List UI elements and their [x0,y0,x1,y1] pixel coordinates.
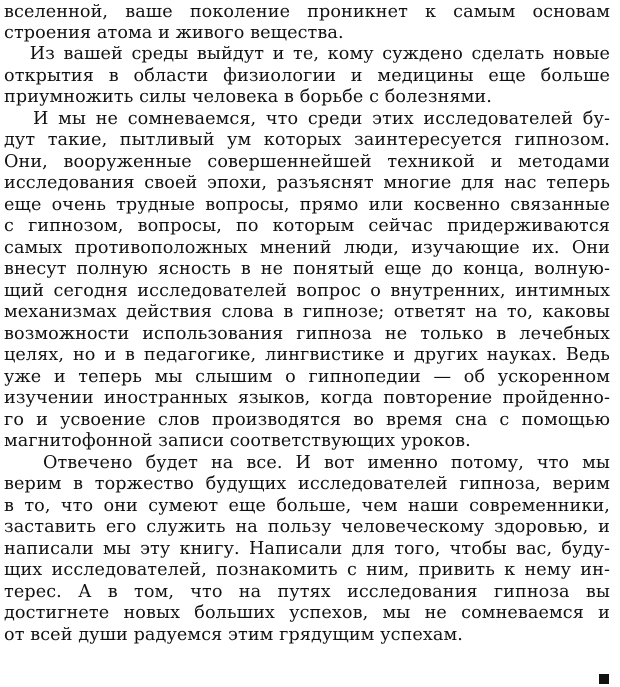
text-line: достигнете новых больших успехов, мы не сомневаемся и [4,603,610,623]
text-line: с гипнозом, вопросы, по которым сейчас придерживаются [4,216,610,236]
book-page [4,0,614,687]
text-line: целях, но и в педагогике, лингвистике и других науках. Ведь [4,345,610,365]
text-line: Они, вооруженные совершеннейшей техникой и методами [4,152,610,172]
text-line: заставить его служить на пользу человеческому здоровью, и [4,517,610,537]
text-line: самых противоположных мнений люди, изучающие их. Они [4,238,610,258]
end-of-text-square-icon [599,674,609,684]
text-line: Отвечено будет на все. И вот именно потому, что мы [4,453,610,473]
text-line: И мы не сомневаемся, что среди этих исследователей бу- [4,109,610,129]
text-line: терес. А в том, что на путях исследования гипноза вы [4,582,610,602]
text-line: магнитофонной записи соответствующих уроков. [4,431,471,451]
text-line: механизмах действия слова в гипнозе; ответят на то, каковы [4,302,610,322]
text-line: верим в торжество будущих исследователей гипноза, верим [4,474,610,494]
text-line: приумножить силы человека в борьбе с болезнями. [4,87,492,107]
text-line: от всей души радуемся этим грядущим успехам. [4,625,463,645]
text-line: написали мы эту книгу. Написали для того, чтобы вас, буду- [4,539,610,559]
text-line: исследования своей эпохи, разъяснят многие для нас теперь [4,173,610,193]
text-line: открытия в области физиологии и медицины еще больше [4,66,610,86]
text-line: строения атома и живого вещества. [4,23,344,43]
text-line: вселенной, ваше поколение проникнет к самым основам [4,2,610,22]
text-line: дут такие, пытливый ум которых заинтересуется гипнозом. [4,130,610,150]
text-line: в то, что они сумеют еще больше, чем наши современники, [4,496,610,516]
text-line: внесут полную ясность в не понятый еще до конца, волную- [4,259,610,279]
text-line: го и усвоение слов производятся во время сна с помощью [4,410,610,430]
text-line: Из вашей среды выйдут и те, кому суждено сделать новые [4,44,610,64]
text-line: изучении иностранных языков, когда повторение пройденно- [4,388,610,408]
text-line: щих исследователей, познакомить с ним, привить к нему ин- [4,560,610,580]
text-line: еще очень трудные вопросы, прямо или косвенно связанные [4,195,610,215]
text-line: щий сегодня исследователей вопрос о внутренних, интимных [4,281,610,301]
text-line: возможности использования гипноза не только в лечебных [4,324,610,344]
text-line: уже и теперь мы слышим о гипнопедии — об ускоренном [4,367,610,387]
